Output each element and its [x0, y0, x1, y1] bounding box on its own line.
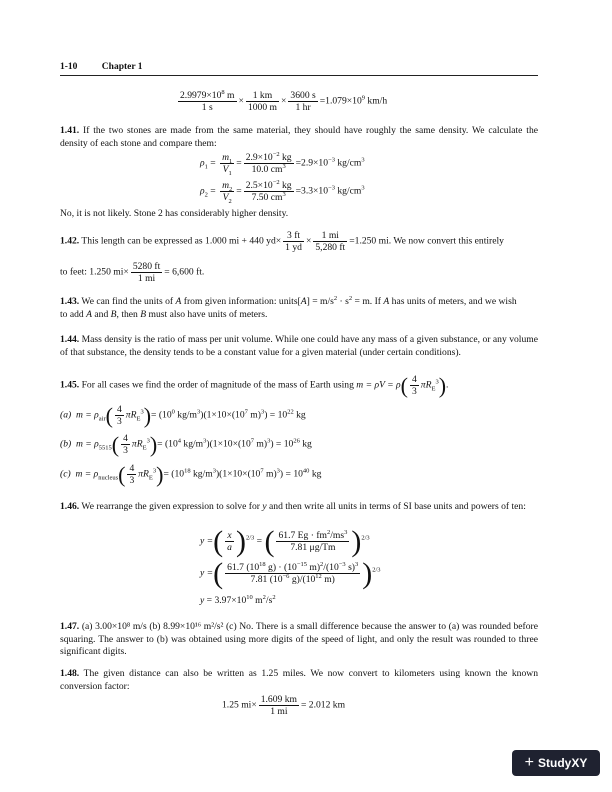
problem-1-46-eq1: y =( $\frac{x}{a}$ )$^{2/3}$ = ( $\frac{61.7 Eg \cdot fm^2/ms^3}{7.81 \mu g/Tm}$ )$^{2/3}$: [200, 525, 370, 558]
problem-1-43-text: 1.43. We can find the units of A from given information: units[A] = $m/s^2 \cdot s^2 = m$. If A has units of meters, and we wish to add A and B, then B must also have units of meters.: [60, 294, 517, 320]
problem-1-45-intro: 1.45. For all cases we find the order of magnitude of the mass of Earth using m = ρV = ρ( $\frac{4}{3}$ $\pi R_E^3$).: [60, 373, 449, 398]
problem-1-46-text: 1.46. We rearrange the given expression to solve for y and then write all units in terms of SI base units and powers of ten:: [60, 501, 526, 512]
problem-1-45-a: (a) $m = \rho_{air}$( $\frac{4}{3}$ $\pi R_E^3)= (10^0$ $kg/m^3)(1\times 10\times(10^7$ $m)^3) = 10^{22}$ kg: [60, 403, 306, 428]
header-rule: [60, 75, 538, 76]
problem-1-41-conclusion: No, it is not likely. Stone 2 has considerably higher density.: [60, 208, 289, 219]
density-stone-1: $\rho_1$ = $\frac{m_1}{V_1}$ = $\frac{2.9\times 10^{-2} kg}{10.0 cm^3}$ $=2.9\times 10^{-3}$ $kg/cm^3$: [200, 150, 365, 177]
speed-conversion-equation: $\frac{2.9979\times 10^8 m}{1 s}$ × $\frac{1 km}{1000 m}$ × $\frac{3600 s}{1 hr}$ $=1.079\times 10^9$ km/h: [180, 88, 388, 113]
problem-1-47-text: 1.47. (a) 3.00×10⁸ m/s (b) 8.99×10¹⁶ m²/s² (c) No. There is a small difference because the answer to (a) was rounded before squaring. The answer to (b) was obtained using more digits of the speed of light, and only the result was rounded to three significant digits.: [60, 621, 538, 657]
problem-1-41-text: 1.41. If the two stones are made from the same material, they should have roughly the same density. We calculate the density of each stone and compare them:: [60, 125, 538, 149]
studyxy-watermark: [512, 750, 600, 776]
running-header: [60, 62, 538, 72]
problem-1-42-line2: to feet: 1.250 mi× $\frac{5280 ft}{1 mi}$ = 6,600 ft.: [60, 261, 205, 284]
problem-1-45-b: (b) $m = \rho_{5515}$( $\frac{4}{3}$ $\pi R_E^3)= (10^4$ $kg/m^3)(1\times 10\times(10^7$ $m)^3) = 10^{26}$ kg: [60, 432, 312, 457]
problem-1-45-c: (c) $m = \rho_{nucleus}$( $\frac{4}{3}$ $\pi R_E^3)= (10^{18}$ $kg/m^3)(1\times 10\times(10^7$ $m)^3) = 10^{40}$ kg: [60, 462, 322, 487]
watermark-label: StudyXY: [538, 756, 588, 770]
problem-1-48-text: 1.48. The given distance can also be written as 1.25 miles. We now convert to kilometers using known the known conversion factor:: [60, 668, 539, 692]
problem-1-48-eq: 1.25 mi× $\frac{1.609 km}{1 mi}$ = 2.012 km: [222, 694, 346, 717]
density-stone-2: $\rho_2$ = $\frac{m_2}{V_2}$ = $\frac{2.5\times 10^{-2} kg}{7.50 cm^3}$ $=3.3\times 10^{-3}$ $kg/cm^3$: [200, 178, 365, 205]
problem-1-46-eq3: $y = 3.97\times 10^{10}$ $m^2/s^2$: [200, 593, 276, 606]
plus-icon: +: [524, 754, 534, 771]
chapter-label: Chapter 1: [101, 62, 143, 72]
problem-1-44-text: 1.44. Mass density is the ratio of mass per unit volume. While one could have any mass of a given substance, or any volume of that substance, the density tends to be a constant value for a given material (under certain conditions).: [60, 334, 538, 358]
page-number: 1-10: [60, 62, 78, 72]
problem-1-42-line1: 1.42. This length can be expressed as 1.000 mi + 440 yd× $\frac{3 ft}{1 yd}$ × $\frac{1 mi}{5,280 ft}$ =1.250 mi. We now convert this entirely: [60, 230, 504, 253]
problem-1-46-eq2: y =( $\frac{61.7 (10^{18} g) \cdot (10^{-15} m)^2/(10^{-3} s)^3}{7.81 (10^{-6} g)/(10^{12} m)}$ )$^{2/3}$: [200, 557, 381, 590]
